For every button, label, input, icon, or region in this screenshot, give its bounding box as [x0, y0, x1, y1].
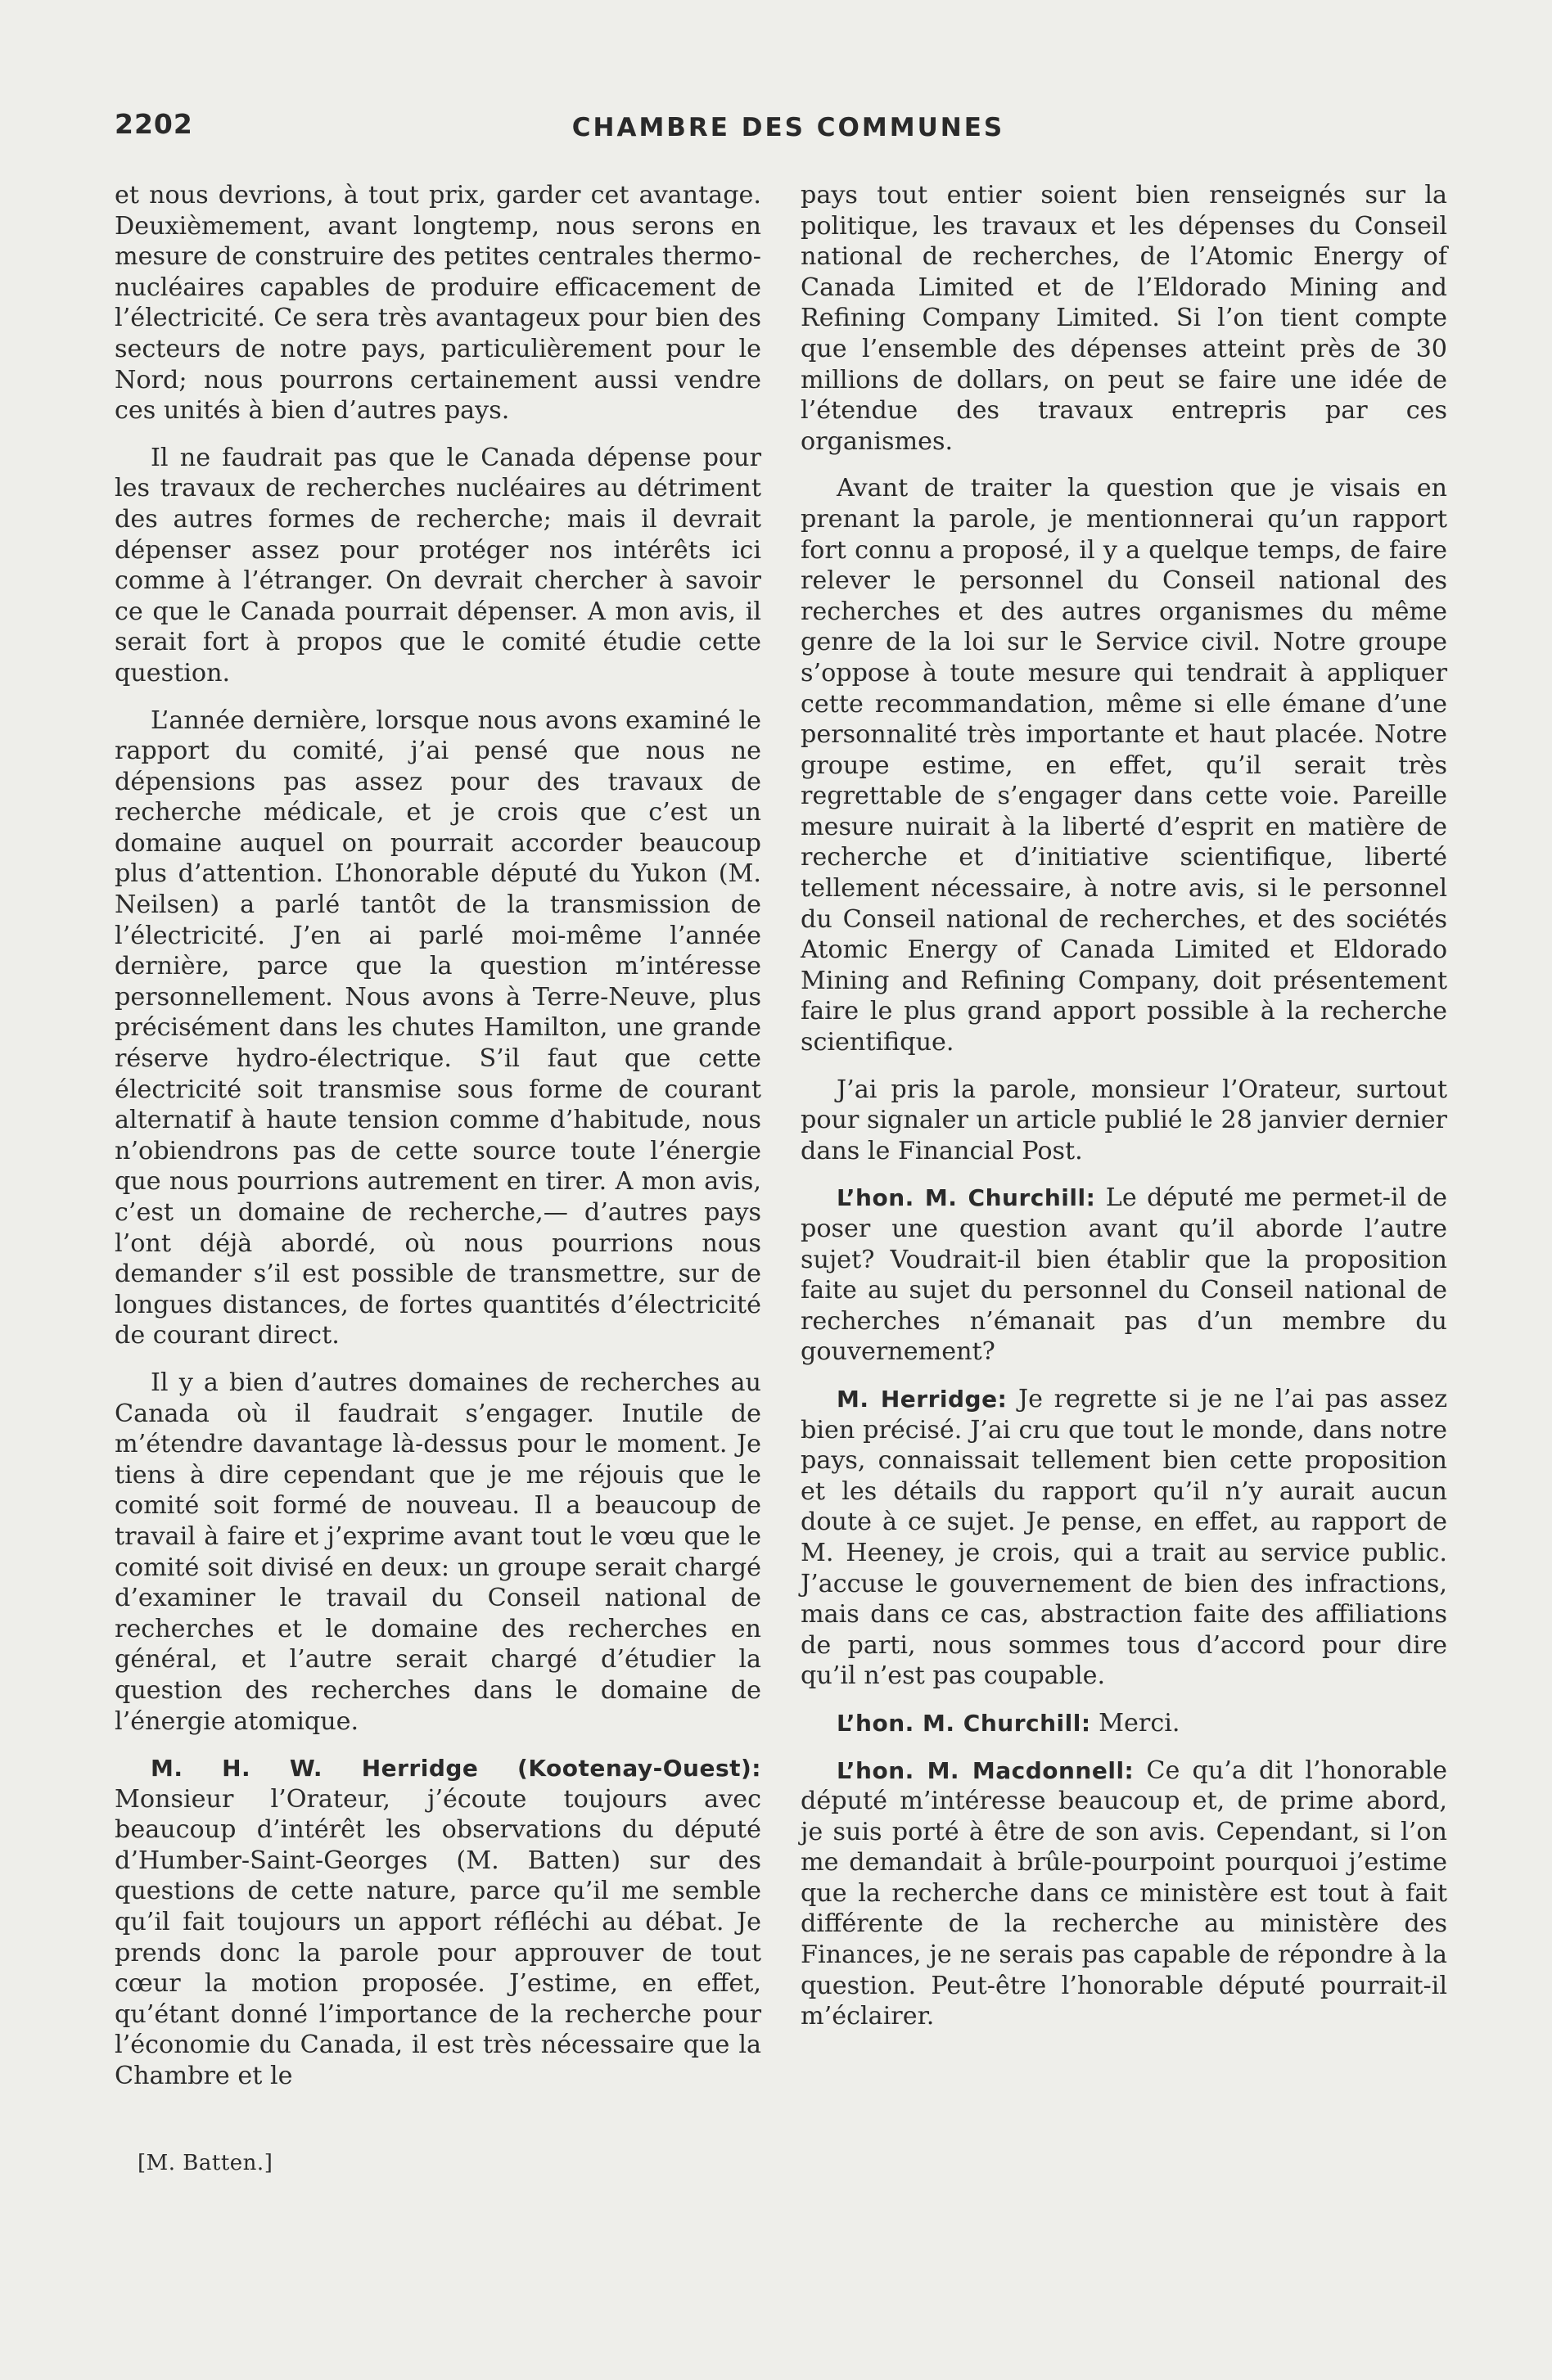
- speaker-name: L’hon. M. Churchill:: [837, 1184, 1096, 1212]
- speech-paragraph: [115, 1753, 761, 2092]
- speaker-name: L’hon. M. Macdonnell:: [837, 1756, 1135, 1784]
- speech-text: Merci.: [1090, 1708, 1180, 1738]
- page-header: [115, 108, 1462, 157]
- speech-text: Le député me permet-il de poser une question avant qu’il aborde l’autre sujet? Voudrait-il bien établir que la proposition faite au sujet du personnel du Conseil national de recherches n’émanait pas d’un membre du gouvernement?: [801, 1183, 1447, 1367]
- right-column: [801, 180, 1447, 2049]
- footer-note: [M. Batten.]: [138, 2151, 273, 2175]
- speech-paragraph: [801, 1384, 1447, 1692]
- speaker-name: M. H. W. Herridge (Kootenay-Ouest):: [151, 1755, 761, 1783]
- paragraph: Il ne faudrait pas que le Canada dépense pour les travaux de recherches nucléaires au détriment des autres formes de recherche; mais il devrait dépenser assez pour protéger nos intérêts ici comme à l’étranger. On devrait chercher à savoir ce que le Canada pourrait dépenser. A mon avis, il serait fort à propos que le comité étudie cette question.: [115, 443, 761, 687]
- speech-paragraph: [801, 1708, 1447, 1739]
- paragraph: L’année dernière, lorsque nous avons examiné le rapport du comité, j’ai pensé que nous ne dépensions pas assez pour des travaux de recherche médicale, et je crois que c’est un domaine auquel on pourrait accorder beaucoup plus d’attention. L’honorable député du Yukon (M. Neilsen) a parlé tantôt de la transmission de l’électricité. J’en ai parlé moi-même l’année dernière, parce que la question m’intéresse personnellement. Nous avons à Terre-Neuve, plus précisément dans les chutes Hamilton, une grande réserve hydro-électrique. S’il faut que cette électricité soit transmise sous forme de courant alternatif à haute tension comme d’habitude, nous n’obiendrons pas de cette source toute l’énergie que nous pourrions autrement en tirer. A mon avis, c’est un domaine de recherche,— d’autres pays l’ont déjà abordé, où nous pourrions nous demander s’il est possible de transmettre, sur de longues distances, de fortes quantités d’électricité de courant direct.: [115, 705, 761, 1350]
- speech-paragraph: [801, 1756, 1447, 2032]
- paragraph: J’ai pris la parole, monsieur l’Orateur, surtout pour signaler un article publié le 28 janvier dernier dans le Financial Post.: [801, 1075, 1447, 1165]
- paragraph: pays tout entier soient bien renseignés sur la politique, les travaux et les dépenses du Conseil national de recherches, de l’Atomic Energy of Canada Limited et de l’Eldorado Mining and Refining Company Limited. Si l’on tient compte que l’ensemble des dépenses atteint près de 30 millions de dollars, on peut se faire une idée de l’étendue des travaux entrepris par ces organismes.: [801, 181, 1447, 456]
- speech-paragraph: [801, 1183, 1447, 1368]
- speech-text: Monsieur l’Orateur, j’écoute toujours avec beaucoup d’intérêt les observations du député d’Humber-Saint-Georges (M. Batten) sur des questions de cette nature, parce qu’il me semble qu’il fait toujours un apport réfléchi au débat. Je prends donc la parole pour approuver de tout cœur la motion proposée. J’estime, en effet, qu’étant donné l’importance de la recherche pour l’économie du Canada, il est très nécessaire que la Chambre et le: [115, 1784, 761, 2091]
- page-number: 2202: [115, 108, 193, 140]
- speech-text: Je regrette si je ne l’ai pas assez bien précisé. J’ai cru que tout le monde, dans notre pays, connaissait tellement bien cette proposition et les détails du rapport qu’il n’y aurait aucun doute à ce sujet. Je pense, en effet, au rapport de M. Heeney, je crois, qui a trait au service public. J’accuse le gouvernement de bien des infractions, mais dans ce cas, abstraction faite des affiliations de parti, nous sommes tous d’accord pour dire qu’il n’est pas coupable.: [801, 1384, 1447, 1691]
- speaker-name: L’hon. M. Churchill:: [837, 1709, 1091, 1737]
- paragraph: Il y a bien d’autres domaines de recherches au Canada où il faudrait s’engager. Inutile de m’étendre davantage là-dessus pour le moment. Je tiens à dire cependant que je me réjouis que le comité soit formé de nouveau. Il a beaucoup de travail à faire et j’exprime avant tout le vœu que le comité soit divisé en deux: un groupe serait chargé d’examiner le travail du Conseil national de recherches et le domaine des recherches en général, et l’autre serait chargé d’étudier la question des recherches dans le domaine de l’énergie atomique.: [115, 1368, 761, 1736]
- running-title: CHAMBRE DES COMMUNES: [571, 113, 1005, 142]
- paragraph: et nous devrions, à tout prix, garder cet avantage. Deuxièmement, avant longtemp, nous serons en mesure de construire des petites centrales thermo-nucléaires capables de produire efficacement de l’électricité. Ce sera très avantageux pour bien des secteurs de notre pays, particulièrement pour le Nord; nous pourrons certainement aussi vendre ces unités à bien d’autres pays.: [115, 181, 761, 426]
- paragraph: Avant de traiter la question que je visais en prenant la parole, je mentionnerai qu’un rapport fort connu a proposé, il y a quelque temps, de faire relever le personnel du Conseil national des recherches et des autres organismes du même genre de la loi sur le Service civil. Notre groupe s’oppose à toute mesure qui tendrait à appliquer cette recommandation, même si elle émane d’une personnalité très importante et haut placée. Notre groupe estime, en effet, qu’il serait très regrettable de s’engager dans cette voie. Pareille mesure nuirait à la liberté d’esprit en matière de recherche et d’initiative scientifique, liberté tellement nécessaire, à notre avis, si le personnel du Conseil national de recherches, et des sociétés Atomic Energy of Canada Limited et Eldorado Mining and Refining Company, doit présentement faire le plus grand apport possible à la recherche scientifique.: [801, 474, 1447, 1057]
- speech-text: Ce qu’a dit l’honorable député m’intéresse beaucoup et, de prime abord, je suis porté à être de son avis. Cependant, si l’on me demandait à brûle-pourpoint pourquoi j’estime que la recherche dans ce ministère est tout à fait différente de la recherche au ministère des Finances, je ne serais pas capable de répondre à la question. Peut-être l’honorable député pourrait-il m’éclairer.: [801, 1756, 1447, 2031]
- speaker-name: M. Herridge:: [837, 1385, 1008, 1413]
- left-column: [115, 180, 761, 2108]
